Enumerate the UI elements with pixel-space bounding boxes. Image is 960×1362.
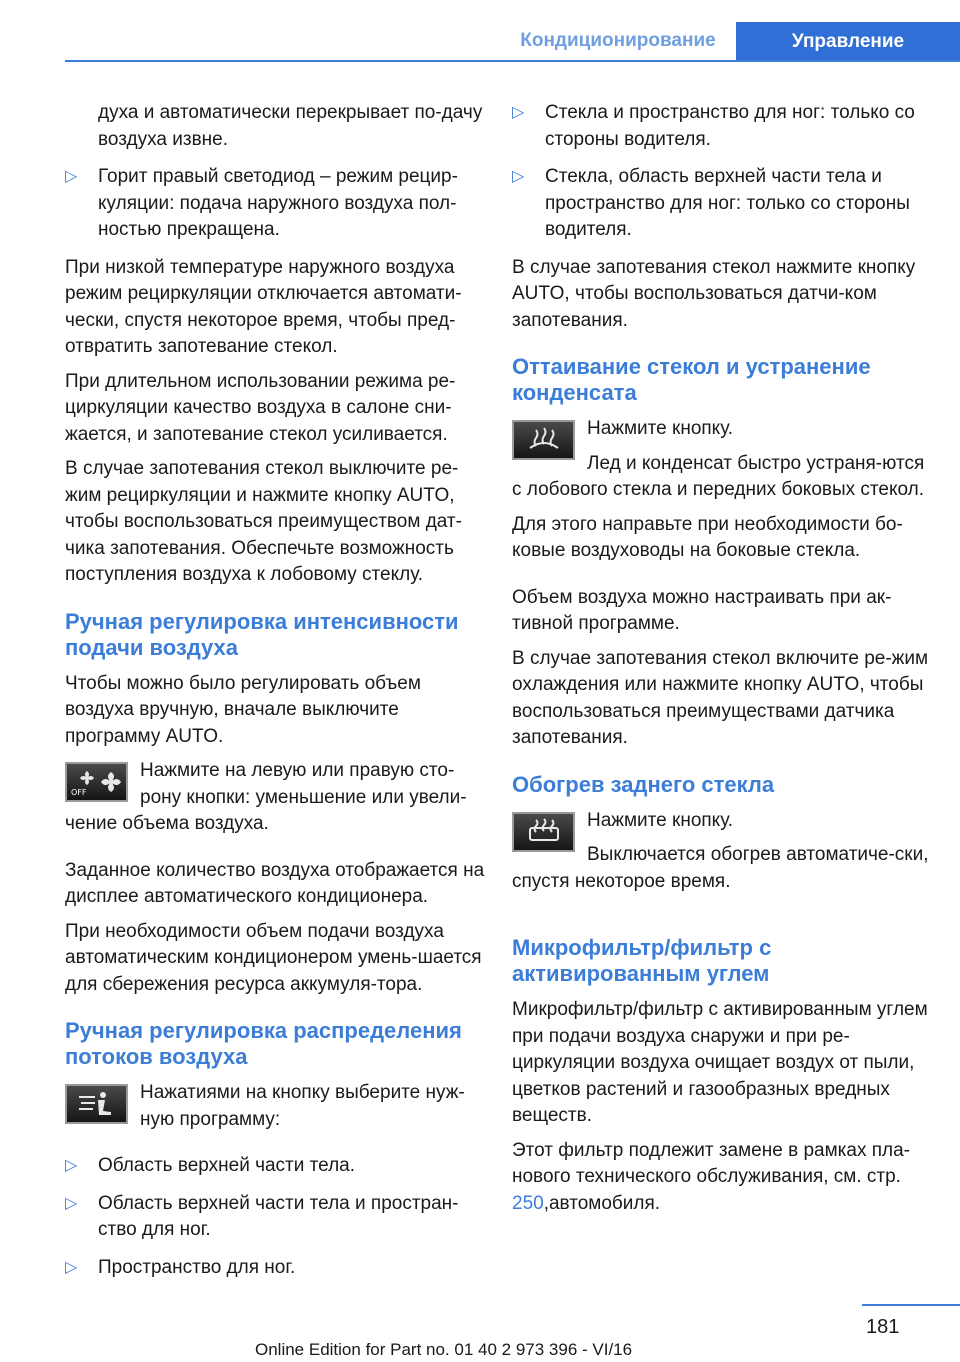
section-heading: Оттаивание стекол и устранение конденсата	[512, 354, 871, 405]
paragraph: В случае запотевания стекол выключите ре-жим рециркуляции и нажмите кнопку AUTO, чтобы воспользоваться преимуществом дат-чика запотевания. Обеспечьте возможность поступления воздуха к лобовому стеклу.	[65, 458, 462, 585]
paragraph-text: Этот фильтр подлежит замене в рамках пла-нового технического обслуживания, см. стр.	[512, 1139, 910, 1187]
page-reference-link[interactable]: 250	[512, 1192, 544, 1214]
header-chapter-tab[interactable]: Управление	[736, 22, 960, 62]
windshield-defrost-button-icon	[512, 420, 575, 460]
icon-paragraph	[65, 758, 485, 838]
header-divider	[65, 60, 960, 62]
triangle-bullet-icon: ▷	[512, 104, 525, 121]
section-heading: Микрофильтр/фильтр с активированным углем	[512, 935, 772, 986]
paragraph-text: Лед и конденсат быстро устраня-ются с лобового стекла и передних боковых стекол.	[512, 452, 925, 500]
paragraph-text: Нажмите кнопку.	[587, 809, 734, 831]
triangle-bullet-icon: ▷	[65, 1258, 78, 1276]
list-item-text: Область верхней части тела и простран-ство для ног.	[98, 1192, 459, 1240]
list-item	[65, 1153, 485, 1180]
right-column	[512, 100, 932, 1225]
list-item-text: Область верхней части тела.	[98, 1155, 356, 1176]
list-item-text: Стекла, область верхней части тела и пространство для ног: только со стороны водителя.	[545, 166, 910, 240]
paragraph: При необходимости объем подачи воздуха автоматическим кондиционером умень-шается для сбережения ресурса аккумуля-тора.	[65, 920, 482, 995]
footer-divider	[862, 1304, 960, 1306]
svg-text:OFF: OFF	[71, 788, 87, 797]
paragraph-text: Выключается обогрев автоматиче-ски, спустя некоторое время.	[512, 844, 929, 892]
icon-paragraph	[512, 416, 932, 504]
edition-footer: Online Edition for Part no. 01 40 2 973 396 - VI/16	[255, 1340, 633, 1359]
paragraph: При длительном использовании режима ре-циркуляции качество воздуха в салоне сни-жается, и запотевание стекол усиливается.	[65, 370, 456, 445]
list-item	[65, 1255, 485, 1282]
list-item	[512, 164, 932, 244]
icon-paragraph	[65, 1080, 485, 1133]
triangle-bullet-icon: ▷	[65, 1194, 78, 1212]
paragraph: Чтобы можно было регулировать объем воздуха вручную, вначале выключите программу AUTO.	[65, 672, 421, 747]
paragraph: Объем воздуха можно настраивать при ак-тивной программе.	[512, 586, 892, 634]
paragraph: При низкой температуре наружного воздуха режим рециркуляции отключается автомати-чески, спустя некоторое время, чтобы пред-отвратить запотевание стекол.	[65, 256, 462, 357]
left-column	[65, 100, 485, 1292]
triangle-bullet-icon: ▷	[65, 168, 78, 185]
header-section-tab[interactable]: Кондиционирование	[520, 30, 716, 51]
paragraph-text: Нажатиями на кнопку выберите нуж-ную программу:	[140, 1082, 465, 1130]
list-item-text: Стекла и пространство для ног: только со стороны водителя.	[545, 102, 915, 150]
section-heading: Обогрев заднего стекла	[512, 771, 775, 797]
paragraph: Заданное количество воздуха отображается на дисплее автоматического кондиционера.	[65, 859, 485, 907]
section-heading: Ручная регулировка распределения потоков воздуха	[65, 1018, 462, 1069]
paragraph: Для этого направьте при необходимости бо-ковые воздуховоды на боковые стекла.	[512, 513, 903, 561]
icon-paragraph	[512, 808, 932, 896]
fan-off-button-icon	[65, 762, 128, 802]
paragraph	[512, 1138, 932, 1218]
list-item-text: Горит правый светодиод – режим рецир-куляции: подача наружного воздуха пол-ностью прекращена.	[98, 166, 458, 240]
paragraph: В случае запотевания стекол нажмите кнопку AUTO, чтобы воспользоваться датчи-ком запотевания.	[512, 256, 916, 331]
list-item	[65, 164, 485, 244]
rear-window-heat-button-icon	[512, 812, 575, 852]
paragraph: В случае запотевания стекол включите ре-жим охлаждения или нажмите кнопку AUTO, чтобы воспользоваться преимуществами датчика запотевания.	[512, 647, 929, 748]
paragraph: духа и автоматически перекрывает по-дачу воздуха извне.	[98, 102, 483, 150]
air-distribution-button-icon	[65, 1084, 128, 1124]
paragraph-text: ,автомобиля.	[543, 1192, 661, 1214]
triangle-bullet-icon: ▷	[65, 1157, 78, 1174]
paragraph-text: Нажмите на левую или правую сто-рону кнопки: уменьшение или увели-чение объема воздуха.	[65, 760, 467, 834]
list-item	[65, 1191, 485, 1244]
paragraph-text: Нажмите кнопку.	[587, 418, 734, 439]
section-heading: Ручная регулировка интенсивности подачи воздуха	[65, 608, 459, 660]
list-item	[512, 100, 932, 153]
paragraph: Микрофильтр/фильтр с активированным углем при подачи воздуха снаружи и при ре-циркуляции воздуха очищает воздух от пыли, цветков растений и газообразных вредных веществ.	[512, 999, 928, 1126]
triangle-bullet-icon: ▷	[512, 168, 525, 185]
page-number: 181	[866, 1316, 900, 1338]
list-item-text: Пространство для ног.	[98, 1256, 296, 1278]
